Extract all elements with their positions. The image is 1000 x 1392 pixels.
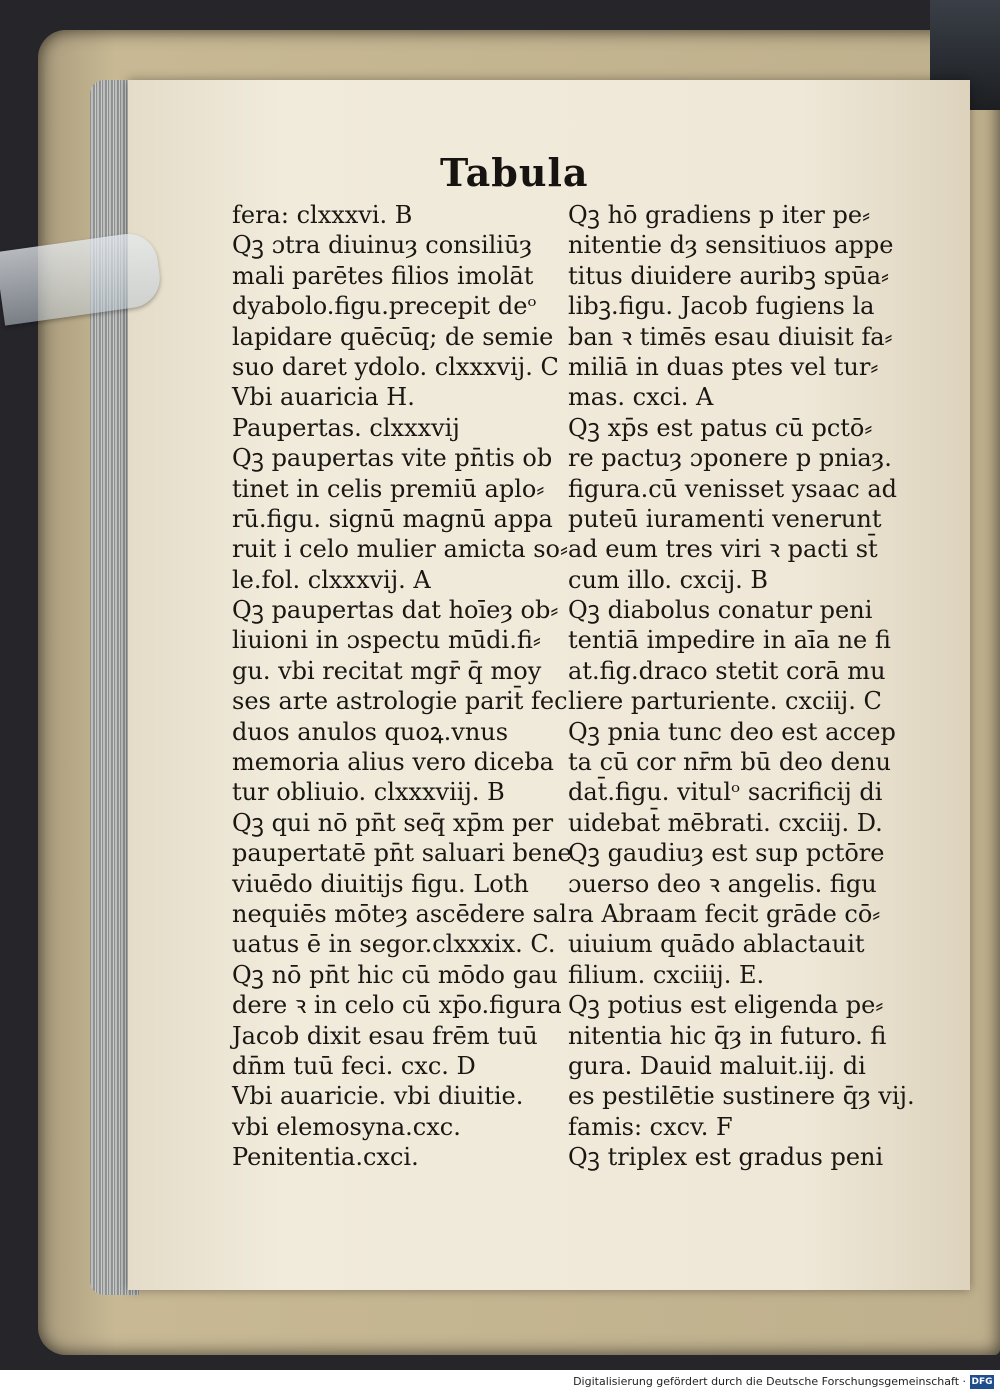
text-line: Vbi auaricie. vbi diuitie. [232, 1082, 524, 1111]
text-line: liuioni in ɔspectu mūdi.fi⸗ [232, 626, 541, 655]
text-line: at.fig.draco stetit corā mu [568, 656, 886, 685]
text-line: ra Abraam fecit grāde cō⸗ [568, 899, 881, 928]
text-line: nitentia hic q̄ȝ in futuro. fi [568, 1021, 887, 1050]
right-text-column [568, 200, 915, 1173]
text-line: Qꝫ diabolus conatur peni [568, 596, 873, 625]
text-line: mas. cxci. A [568, 383, 714, 412]
text-line: dat̄.figu. vitulᵒ sacrificij di [568, 778, 883, 807]
text-line: gu. vbi recitat mgr̄ q̄ moy [232, 656, 542, 685]
text-line: nequiēs mōteȝ ascēdere sal [232, 899, 567, 928]
text-line: Jacob dixit esau frēm tuū [232, 1021, 538, 1050]
text-line: Qꝫ potius est eligenda pe⸗ [568, 991, 884, 1020]
text-line: ta cū cor nr̄m bū deo denu [568, 748, 891, 777]
text-line: Qꝫ triplex est gradus peni [568, 1143, 884, 1172]
text-line: ad eum tres viri ꝛ pacti st̄ [568, 535, 878, 564]
text-line: suo daret ydolo. clxxxvij. C [232, 352, 559, 381]
running-head: Tabula [440, 150, 589, 195]
text-line: cum illo. cxcij. B [568, 565, 769, 594]
text-line: Qꝫ pnia tunc deo est accep [568, 717, 896, 746]
text-line: tinet in celis premiū aplo⸗ [232, 474, 545, 503]
text-line: dere ꝛ in celo cū xp̄o.figura [232, 991, 562, 1020]
text-line: lapidare quēcūq; de semie [232, 322, 554, 351]
text-line: viuēdo diuitijs figu. Loth [232, 869, 529, 898]
text-line: ruit i celo mulier amicta so⸗ [232, 535, 568, 564]
text-line: paupertatē pn̄t saluari bene [232, 839, 572, 868]
text-line: vbi elemosyna.cxc. [232, 1112, 461, 1141]
text-line: re pactuȝ ɔponere p pniaȝ. [568, 444, 892, 473]
text-line: nitentie dȝ sensitiuos appe [568, 231, 894, 260]
text-line: Qꝫ paupertas vite pn̄tis ob [232, 444, 553, 473]
text-line: fera: clxxxvi. B [232, 201, 413, 229]
text-line: tentiā impedire in aīa ne fi [568, 626, 891, 655]
text-line: duos anulos quoꝝ.vnus [232, 717, 509, 746]
left-text-column [232, 200, 572, 1173]
text-line: Qꝫ ɔtra diuinuȝ consiliūȝ [232, 231, 532, 260]
text-line: Qꝫ qui nō pn̄t seq̄ xp̄m per [232, 808, 554, 837]
text-line: Qꝫ xp̄s est patus cū pctō⸗ [568, 413, 873, 442]
text-line: famis: cxcv. F [568, 1112, 733, 1141]
text-line: Vbi auaricia H. [232, 383, 415, 412]
text-line: dn̄m tuū feci. cxc. D [232, 1051, 476, 1080]
text-line: Qꝫ hō gradiens p iter pe⸗ [568, 201, 871, 229]
text-line: Qꝫ paupertas dat hoīeȝ ob⸗ [232, 596, 559, 625]
text-line: uatus ē in segor.clxxxix. C. [232, 930, 556, 959]
text-line: memoria alius vero diceba [232, 748, 554, 777]
text-line: ban ꝛ timēs esau diuisit fa⸗ [568, 322, 893, 351]
dfg-logo: DFG [971, 1377, 993, 1387]
text-line: ɔuerso deo ꝛ angelis. figu [568, 869, 877, 898]
text-line: Penitentia.cxci. [232, 1143, 419, 1172]
text-line: figura.cū venisset ysaac ad [568, 474, 898, 503]
text-line: Qꝫ nō pn̄t hic cū mōdo gau [232, 960, 558, 989]
text-line: rū.figu. signū magnū appa [232, 504, 553, 533]
text-line: le.fol. clxxxvij. A [232, 565, 431, 594]
text-line: ses arte astrologie parit̄ fec [232, 687, 568, 716]
text-line: uidebat̄ mēbrati. cxciij. D. [568, 808, 883, 837]
text-line: liere parturiente. cxciij. C [568, 687, 882, 716]
text-line: puteū iuramenti venerunt [568, 504, 882, 533]
text-line: Qꝫ gaudiuȝ est sup pctōre [568, 839, 885, 868]
text-line: uiuium quādo ablactauit [568, 930, 865, 959]
footer-credit: Digitalisierung gefördert durch die Deutsche Forschungsgemeinschaft · [573, 1375, 966, 1388]
text-line: es pestilētie sustinere q̄ȝ vij. [568, 1082, 915, 1111]
text-line: miliā in duas ptes vel tur⸗ [568, 352, 879, 381]
text-line: dyabolo.figu.precepit deᵒ [232, 292, 537, 321]
text-line: titus diuidere auribꝫ spūa⸗ [568, 261, 890, 290]
text-line: filium. cxciiij. E. [568, 960, 765, 989]
text-line: libꝫ.figu. Jacob fugiens la [568, 292, 875, 321]
text-line: mali parētes filios imolāt [232, 261, 534, 290]
text-line: Paupertas. clxxxvij [232, 413, 460, 442]
text-line: gura. Dauid maluit.iij. di [568, 1051, 866, 1080]
text-line: tur obliuio. clxxxviij. B [232, 778, 505, 807]
